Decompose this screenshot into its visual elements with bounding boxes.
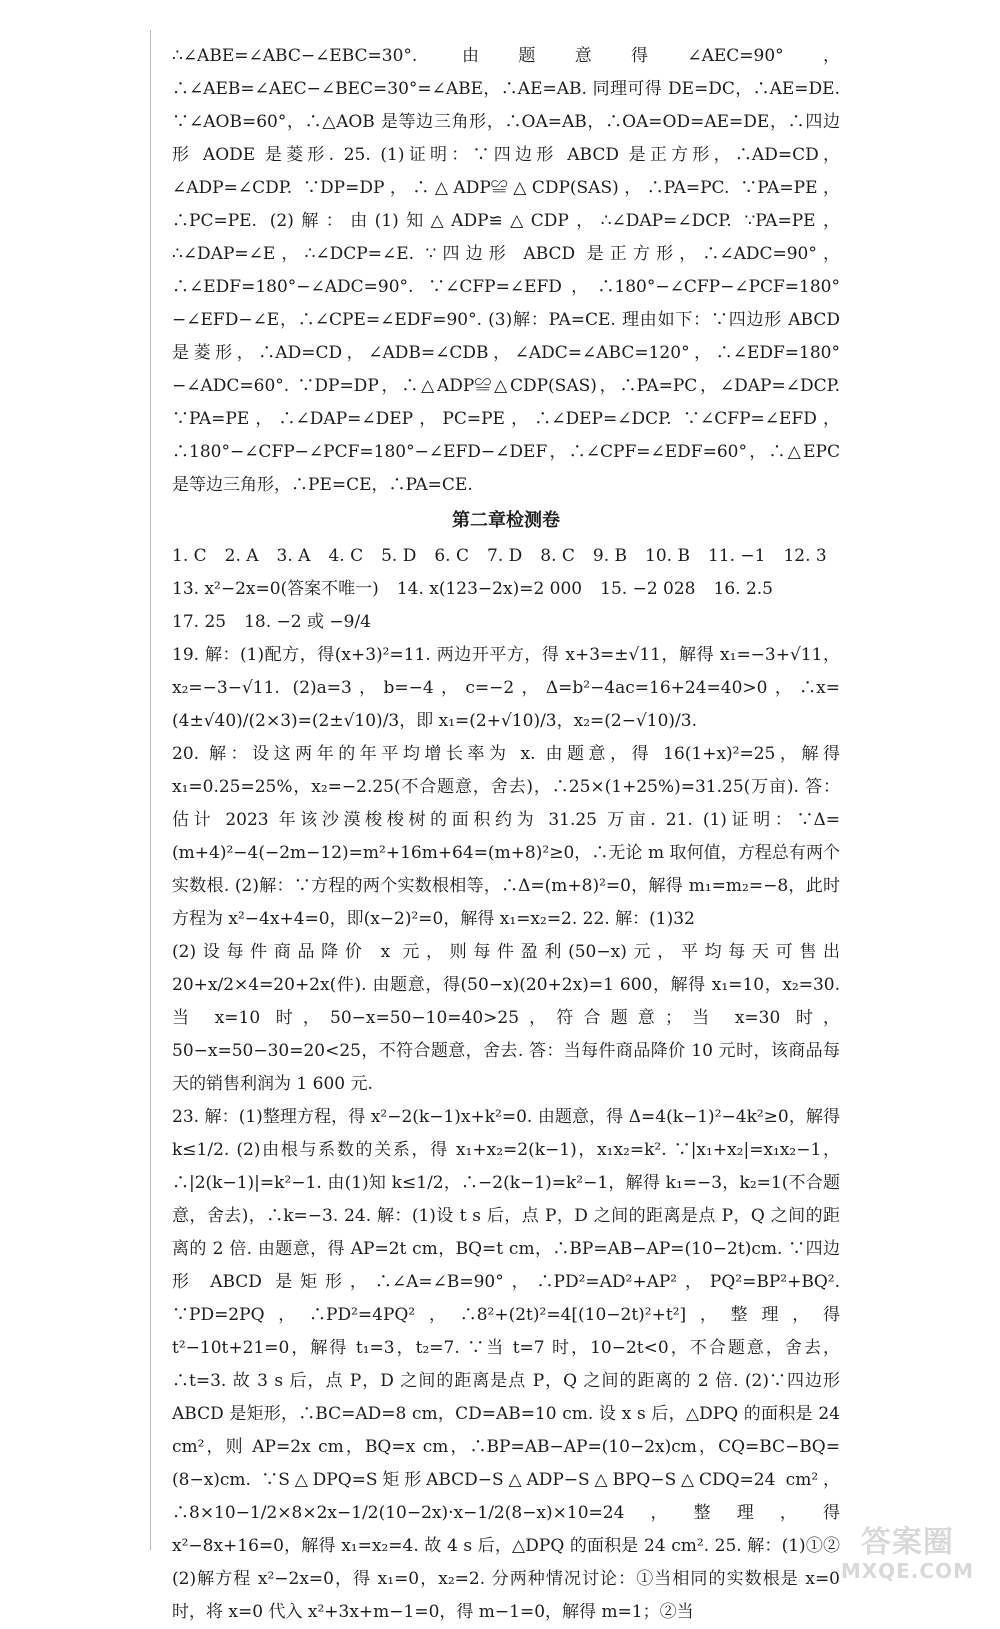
answer-item: 18. −2 或 −9/4 — [244, 612, 371, 632]
answer-item: 11. −1 — [707, 546, 766, 566]
paragraph-continuation: ∴∠ABE=∠ABC−∠EBC=30°. 由题意得∠AEC=90°，∴∠AEB=∠AEC−∠BEC=30°=∠ABE，∴AE=AB. 同理可得 DE=DC，∴AE=DE. ∵∠AOB=60°，∴△AOB 是等边三角形，∴OA=AB，∴OA=OD=AE=DE，∴四边形 AODE 是菱形. 25. (1)证明：∵四边形 ABCD 是正方形，∴AD=CD，∠ADP=∠CDP. ∵DP=DP，∴△ADP≌△CDP(SAS)，∴PA=PC. ∵PA=PE，∴PC=PE. (2)解：由(1)知△ADP≌△CDP，∴∠DAP=∠DCP. ∵PA=PE，∴∠DAP=∠E，∴∠DCP=∠E. ∵四边形 ABCD 是正方形，∴∠ADC=90°，∴∠EDF=180°−∠ADC=90°. ∵∠CFP=∠EFD，∴180°−∠CFP−∠PCF=180°−∠EFD−∠E，∴∠CPE=∠EDF=90°. (3)解：PA=CE. 理由如下：∵四边形 ABCD 是菱形，∴AD=CD，∠ADB=∠CDB，∠ADC=∠ABC=120°，∴∠EDF=180°−∠ADC=60°. ∵DP=DP，∴△ADP≌△CDP(SAS)，∴PA=PC，∠DAP=∠DCP. ∵PA=PE，∴∠DAP=∠DEP，PC=PE，∴∠DEP=∠DCP. ∵∠CFP=∠EFD，∴180°−∠CFP−∠PCF=180°−∠EFD−∠DEF，∴∠CPF=∠EDF=60°，∴△EPC 是等边三角形，∴PE=CE，∴PA=CE. — [172, 46, 840, 495]
answer-item: 2. A — [224, 546, 259, 566]
answer-item: 3. A — [276, 546, 311, 566]
answer-item: 17. 25 — [172, 612, 227, 632]
answer-item: 4. C — [328, 546, 364, 566]
answer-item: 9. B — [592, 546, 628, 566]
margin-rule — [150, 30, 151, 1550]
answer-item: 10. B — [645, 546, 690, 566]
section-title: 第二章检测卷 — [452, 510, 560, 531]
answer-item: 14. x(123−2x)=2 000 — [396, 579, 583, 599]
short-answers — [172, 540, 840, 639]
answer-item: 8. C — [540, 546, 575, 566]
watermark-text: 答案圈 — [860, 1525, 954, 1560]
watermark-logo — [841, 1526, 974, 1582]
answer-item: 1. C — [172, 546, 207, 566]
solution-22-part2: (2)设每件商品降价 x 元，则每件盈利(50−x)元，平均每天可售出 20+x/2×4=20+2x(件). 由题意，得(50−x)(20+2x)=1 600，解得 x₁=10，x₂=30. 当 x=10 时，50−x=50−10=40>25，符合题意；当 x=30 时，50−x=50−30=20<25，不符合题意，舍去. 答：当每件商品降价 10 元时，该商品每天的销售利润为 1 600 元. — [172, 942, 840, 1094]
answer-item: 16. 2.5 — [713, 579, 773, 599]
answer-item: 15. −2 028 — [600, 579, 696, 599]
answer-item: 13. x²−2x=0(答案不唯一) — [172, 579, 379, 599]
answer-item: 7. D — [487, 546, 523, 566]
answer-page — [172, 40, 840, 1629]
solution-19: 19. 解：(1)配方，得(x+3)²=11. 两边开平方，得 x+3=±√11，解得 x₁=−3+√11，x₂=−3−√11. (2)a=3，b=−4，c=−2，Δ=b²−4ac=16+24=40>0，∴x=(4±√40)/(2×3)=(2±√10)/3，即 x₁=(2+√10)/3，x₂=(2−√10)/3. — [172, 645, 840, 731]
answer-item: 5. D — [381, 546, 417, 566]
answer-item: 6. C — [434, 546, 469, 566]
solution-20-22: 20. 解：设这两年的年平均增长率为 x. 由题意，得 16(1+x)²=25，解得 x₁=0.25=25%，x₂=−2.25(不合题意，舍去)，∴25×(1+25%)=31.25(万亩). 答：估计 2023 年该沙漠梭梭树的面积约为 31.25 万亩. 21. (1)证明：∵Δ=(m+4)²−4(−2m−12)=m²+16m+64=(m+8)²≥0，∴无论 m 取何值，方程总有两个实数根. (2)解：∵方程的两个实数根相等，∴Δ=(m+8)²=0，解得 m₁=m₂=−8，此时方程为 x²−4x+4=0，即(x−2)²=0，解得 x₁=x₂=2. 22. 解：(1)32 — [172, 744, 840, 929]
answer-item: 12. 3 — [783, 546, 827, 566]
solution-23-25: 23. 解：(1)整理方程，得 x²−2(k−1)x+k²=0. 由题意，得 Δ=4(k−1)²−4k²≥0，解得 k≤1/2. (2)由根与系数的关系，得 x₁+x₂=2(k−1)，x₁x₂=k². ∵|x₁+x₂|=x₁x₂−1，∴|2(k−1)|=k²−1. 由(1)知 k≤1/2，∴−2(k−1)=k²−1，解得 k₁=−3，k₂=1(不合题意，舍去)，∴k=−3. 24. 解：(1)设 t s 后，点 P，D 之间的距离是点 P，Q 之间的距离的 2 倍. 由题意，得 AP=2t cm，BQ=t cm，∴BP=AB−AP=(10−2t)cm. ∵四边形 ABCD 是矩形，∴∠A=∠B=90°，∴PD²=AD²+AP²，PQ²=BP²+BQ². ∵PD=2PQ，∴PD²=4PQ²，∴8²+(2t)²=4[(10−2t)²+t²]，整理，得 t²−10t+21=0，解得 t₁=3，t₂=7. ∵当 t=7 时，10−2t<0，不合题意，舍去，∴t=3. 故 3 s 后，点 P，D 之间的距离是点 P，Q 之间的距离的 2 倍. (2)∵四边形 ABCD 是矩形，∴BC=AD=8 cm，CD=AB=10 cm. 设 x s 后，△DPQ 的面积是 24 cm²，则 AP=2x cm，BQ=x cm，∴BP=AB−AP=(10−2x)cm，CQ=BC−BQ=(8−x)cm. ∵S△DPQ=S矩形ABCD−S△ADP−S△BPQ−S△CDQ=24 cm²，∴8×10−1/2×8×2x−1/2(10−2x)·x−1/2(8−x)×10=24，整理，得 x²−8x+16=0，解得 x₁=x₂=4. 故 4 s 后，△DPQ 的面积是 24 cm². 25. 解：(1)①② (2)解方程 x²−2x=0，得 x₁=0，x₂=2. 分两种情况讨论：①当相同的实数根是 x=0 时，将 x=0 代入 x²+3x+m−1=0，得 m−1=0，解得 m=1；②当 — [172, 1107, 840, 1622]
watermark-domain: MXQE.COM — [840, 1559, 974, 1583]
